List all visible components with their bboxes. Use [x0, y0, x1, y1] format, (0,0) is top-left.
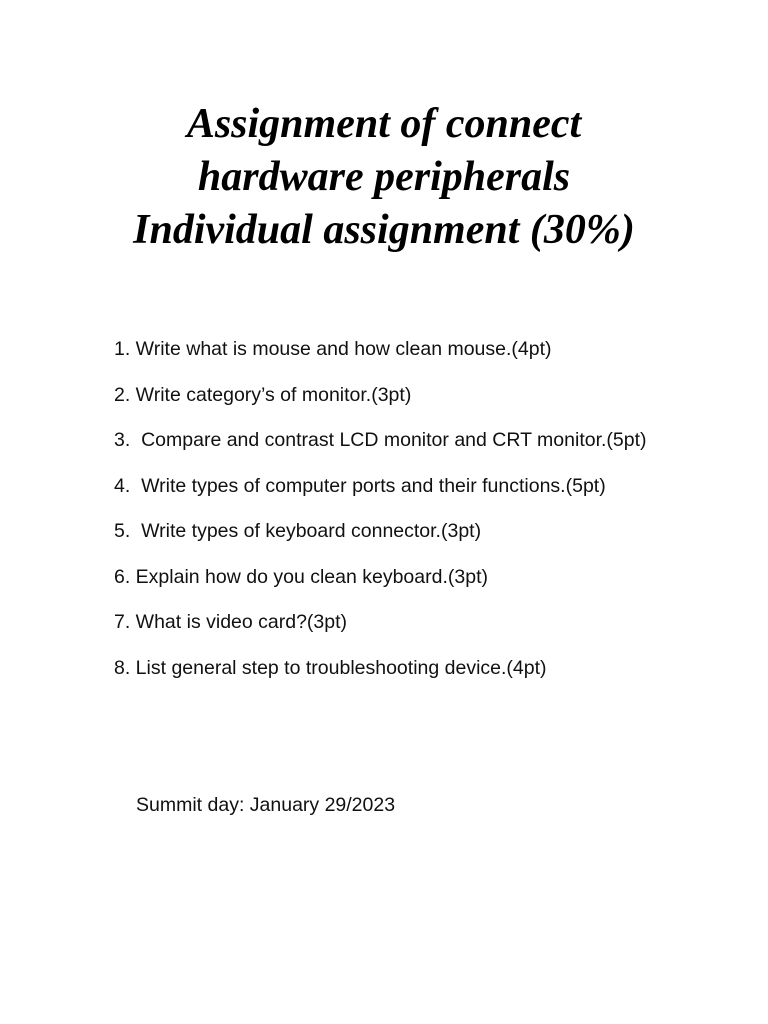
title-line-2: hardware peripherals — [197, 154, 571, 200]
document-title — [0, 98, 768, 257]
submission-date: Summit day: January 29/2023 — [136, 794, 396, 816]
question-item-2: 2. Write category’s of monitor.(3pt) — [114, 383, 412, 406]
title-line-1: Assignment of connect — [186, 101, 582, 147]
question-item-4: 4. Write types of computer ports and their functions.(5pt) — [114, 474, 606, 497]
question-item-7: 7. What is video card?(3pt) — [114, 611, 348, 633]
question-item-1: 1. Write what is mouse and how clean mouse.(4pt) — [114, 338, 552, 360]
question-item-6: 6. Explain how do you clean keyboard.(3pt) — [114, 565, 488, 588]
question-item-3: 3. Compare and contrast LCD monitor and CRT monitor.(5pt) — [114, 429, 647, 451]
question-list — [114, 336, 647, 700]
question-item-5: 5. Write types of keyboard connector.(3pt) — [114, 520, 482, 542]
question-item-8: 8. List general step to troubleshooting device.(4pt) — [114, 656, 547, 679]
title-line-3: Individual assignment (30%) — [133, 207, 635, 253]
